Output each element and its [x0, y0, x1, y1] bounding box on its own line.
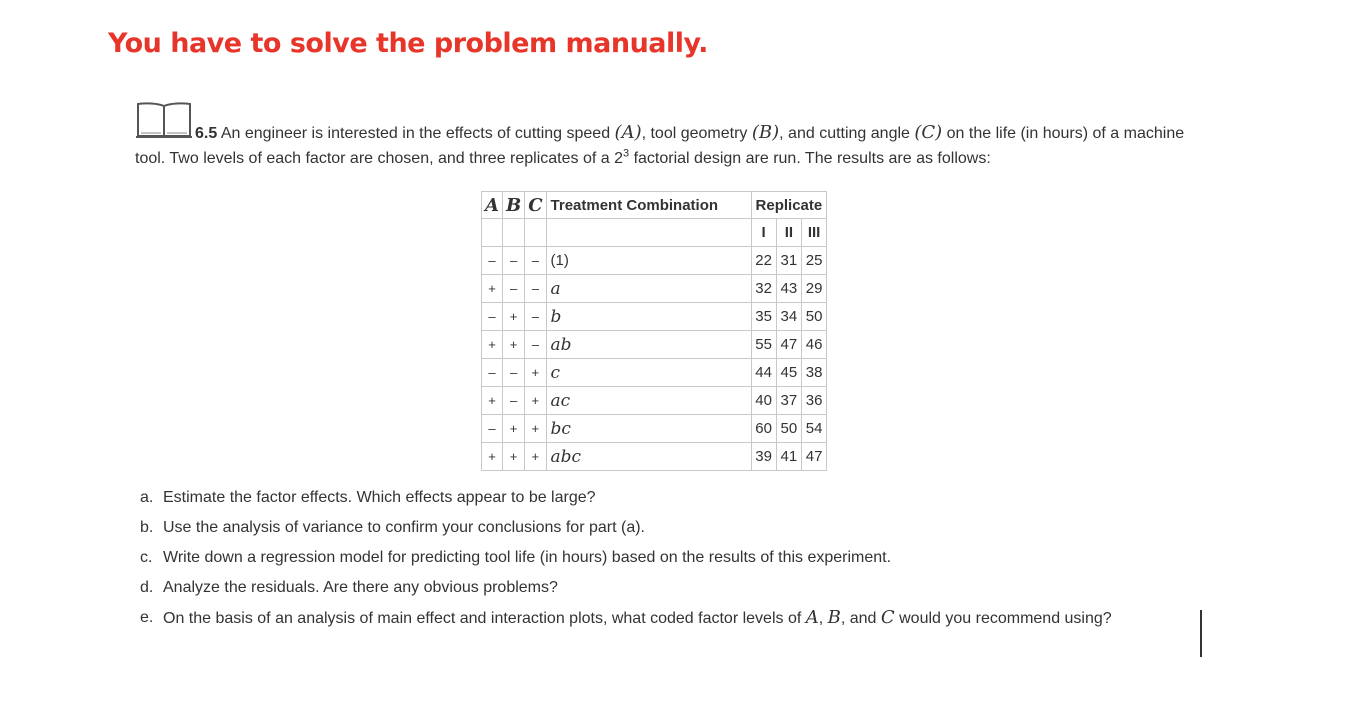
table-row	[482, 387, 827, 415]
replicate-label: III	[801, 219, 826, 247]
replicate-value: 50	[801, 303, 826, 331]
replicate-label-row	[482, 219, 827, 247]
sign-c: –	[525, 247, 546, 275]
header-c: C	[525, 192, 546, 219]
question-list	[140, 488, 1200, 639]
treatment-combination: bc	[546, 415, 751, 443]
header-treatment-combination: Treatment Combination	[546, 192, 751, 219]
replicate-value: 38	[801, 359, 826, 387]
replicate-value: 37	[776, 387, 801, 415]
replicate-value: 34	[776, 303, 801, 331]
sign-a: –	[482, 303, 503, 331]
treatment-combination: a	[546, 275, 751, 303]
replicate-value: 32	[751, 275, 776, 303]
replicate-value: 50	[776, 415, 801, 443]
sign-b: –	[502, 275, 524, 303]
table-row	[482, 331, 827, 359]
table-row	[482, 359, 827, 387]
replicate-value: 47	[801, 443, 826, 471]
question-label: c.	[140, 549, 153, 566]
replicate-value: 46	[801, 331, 826, 359]
replicate-value: 45	[776, 359, 801, 387]
question-label: e.	[140, 609, 154, 626]
question-c	[140, 548, 1200, 568]
replicate-value: 55	[751, 331, 776, 359]
question-text: On the basis of an analysis of main effect and interaction plots, what coded factor levels of A, B, and C would you recommend using?	[163, 607, 1112, 628]
sign-b: –	[502, 387, 524, 415]
replicate-value: 25	[801, 247, 826, 275]
table-row	[482, 247, 827, 275]
replicate-label: I	[751, 219, 776, 247]
sign-a: +	[482, 331, 503, 359]
sign-b: –	[502, 359, 524, 387]
treatment-combination: b	[546, 303, 751, 331]
question-text: Write down a regression model for predicting tool life (in hours) based on the results of this experiment.	[163, 549, 892, 566]
question-label: a.	[140, 489, 154, 506]
sign-b: +	[502, 303, 524, 331]
question-b	[140, 518, 1200, 538]
sign-b: –	[502, 247, 524, 275]
sign-a: –	[482, 415, 503, 443]
problem-number: 6.5	[195, 125, 218, 142]
sign-c: –	[525, 331, 546, 359]
header-b: B	[502, 192, 524, 219]
sign-a: –	[482, 359, 503, 387]
table-header-row	[482, 192, 827, 219]
table-row	[482, 303, 827, 331]
sign-a: +	[482, 387, 503, 415]
instruction-banner: You have to solve the problem manually.	[108, 28, 708, 59]
question-label: d.	[140, 579, 154, 596]
treatment-combination: abc	[546, 443, 751, 471]
sign-a: +	[482, 443, 503, 471]
sign-c: +	[525, 443, 546, 471]
sign-c: +	[525, 415, 546, 443]
treatment-combination: c	[546, 359, 751, 387]
replicate-value: 60	[751, 415, 776, 443]
question-e	[140, 608, 1200, 629]
treatment-combination: ab	[546, 331, 751, 359]
replicate-value: 44	[751, 359, 776, 387]
data-table	[481, 191, 827, 471]
sign-a: +	[482, 275, 503, 303]
question-d	[140, 578, 1200, 598]
replicate-value: 31	[776, 247, 801, 275]
sign-c: +	[525, 359, 546, 387]
sign-a: –	[482, 247, 503, 275]
sign-c: –	[525, 303, 546, 331]
replicate-value: 36	[801, 387, 826, 415]
text-cursor	[1200, 610, 1202, 657]
replicate-value: 47	[776, 331, 801, 359]
table-row	[482, 415, 827, 443]
treatment-combination: ac	[546, 387, 751, 415]
problem-statement: 6.5 An engineer is interested in the effects of cutting speed (A), tool geometry (B), and cutting angle (C) on the life (in hours) of a machine tool. Two levels of each factor are chosen, and three replicates of a $2^3$ factorial design are run. The results are as follows:	[135, 122, 1185, 167]
sign-b: +	[502, 443, 524, 471]
question-text: Estimate the factor effects. Which effects appear to be large?	[163, 489, 596, 506]
replicate-value: 54	[801, 415, 826, 443]
question-text: Analyze the residuals. Are there any obvious problems?	[163, 579, 558, 596]
replicate-value: 22	[751, 247, 776, 275]
replicate-value: 40	[751, 387, 776, 415]
replicate-value: 29	[801, 275, 826, 303]
replicate-label: II	[776, 219, 801, 247]
treatment-combination: (1)	[546, 247, 751, 275]
replicate-value: 43	[776, 275, 801, 303]
sign-c: +	[525, 387, 546, 415]
sign-b: +	[502, 415, 524, 443]
question-a	[140, 488, 1200, 508]
table-row	[482, 443, 827, 471]
sign-b: +	[502, 331, 524, 359]
replicate-value: 39	[751, 443, 776, 471]
header-a: A	[482, 192, 503, 219]
sign-c: –	[525, 275, 546, 303]
table-row	[482, 275, 827, 303]
question-label: b.	[140, 519, 154, 536]
replicate-value: 41	[776, 443, 801, 471]
header-replicate: Replicate	[751, 192, 827, 219]
replicate-value: 35	[751, 303, 776, 331]
question-text: Use the analysis of variance to confirm your conclusions for part (a).	[163, 519, 645, 536]
